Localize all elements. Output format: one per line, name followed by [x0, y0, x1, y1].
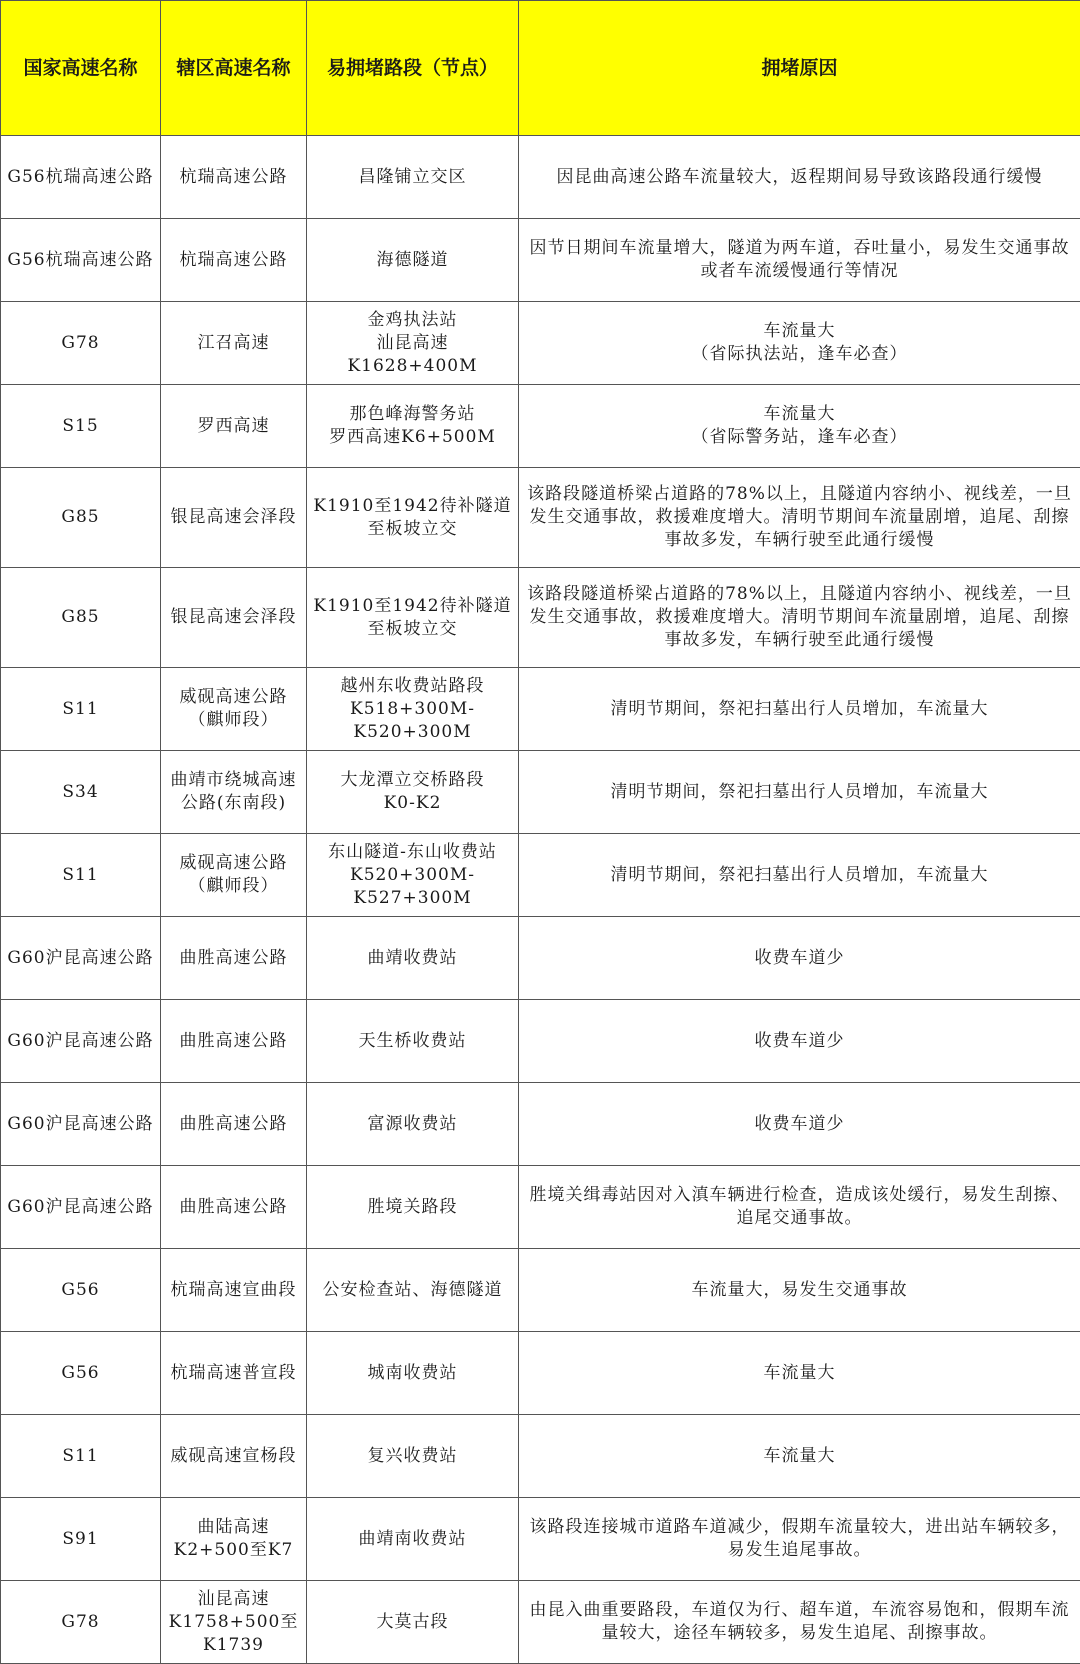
table-row — [1, 1166, 1080, 1249]
table-row — [1, 1415, 1080, 1498]
table-body — [1, 136, 1080, 1664]
congestion-reason-cell: 由昆入曲重要路段，车道仅为行、超车道，车流容易饱和，假期车流量较大，途径车辆较多，易发生追尾、刮擦事故。 — [519, 1581, 1080, 1664]
congestion-reason-cell: 胜境关缉毒站因对入滇车辆进行检查，造成该处缓行，易发生刮擦、追尾交通事故。 — [519, 1166, 1080, 1249]
congestion-reason-cell: 清明节期间，祭祀扫墓出行人员增加，车流量大 — [519, 668, 1080, 751]
congestion-section-cell: K1910至1942待补隧道至板坡立交 — [307, 468, 519, 568]
local-highway-cell: 杭瑞高速公路 — [161, 136, 307, 219]
national-highway-cell: G56杭瑞高速公路 — [1, 219, 161, 302]
congestion-reason-cell: 因节日期间车流量增大，隧道为两车道，吞吐量小，易发生交通事故或者车流缓慢通行等情况 — [519, 219, 1080, 302]
congestion-section-cell: 那色峰海警务站 罗西高速K6+500M — [307, 385, 519, 468]
congestion-section-cell: 曲靖收费站 — [307, 917, 519, 1000]
national-highway-cell: G78 — [1, 1581, 161, 1664]
table-row — [1, 1249, 1080, 1332]
table-row — [1, 468, 1080, 568]
national-highway-cell: G56 — [1, 1332, 161, 1415]
national-highway-cell: S11 — [1, 834, 161, 917]
congestion-reason-cell: 车流量大 （省际警务站，逢车必查） — [519, 385, 1080, 468]
local-highway-cell: 曲胜高速公路 — [161, 917, 307, 1000]
table-row — [1, 385, 1080, 468]
table-row — [1, 1332, 1080, 1415]
national-highway-cell: S11 — [1, 668, 161, 751]
table-row — [1, 668, 1080, 751]
congestion-reason-cell: 该路段隧道桥梁占道路的78%以上，且隧道内容纳小、视线差，一旦发生交通事故，救援难度增大。清明节期间车流量剧增，追尾、刮擦事故多发，车辆行驶至此通行缓慢 — [519, 468, 1080, 568]
congestion-section-cell: 大莫古段 — [307, 1581, 519, 1664]
national-highway-cell: G85 — [1, 568, 161, 668]
local-highway-cell: 威砚高速公路 （麒师段） — [161, 834, 307, 917]
national-highway-cell: G60沪昆高速公路 — [1, 917, 161, 1000]
local-highway-cell: 威砚高速公路 （麒师段） — [161, 668, 307, 751]
table-row — [1, 1581, 1080, 1664]
congestion-section-cell: 胜境关路段 — [307, 1166, 519, 1249]
local-highway-cell: 银昆高速会泽段 — [161, 468, 307, 568]
header-congestion-reason: 拥堵原因 — [519, 1, 1080, 136]
local-highway-cell: 罗西高速 — [161, 385, 307, 468]
national-highway-cell: S34 — [1, 751, 161, 834]
table-row — [1, 136, 1080, 219]
congestion-section-cell: 昌隆铺立交区 — [307, 136, 519, 219]
table-row — [1, 219, 1080, 302]
congestion-section-cell: 城南收费站 — [307, 1332, 519, 1415]
congestion-reason-cell: 车流量大，易发生交通事故 — [519, 1249, 1080, 1332]
congestion-section-cell: 富源收费站 — [307, 1083, 519, 1166]
local-highway-cell: 杭瑞高速公路 — [161, 219, 307, 302]
congestion-reason-cell: 收费车道少 — [519, 1000, 1080, 1083]
congestion-reason-cell: 清明节期间，祭祀扫墓出行人员增加，车流量大 — [519, 834, 1080, 917]
local-highway-cell: 曲胜高速公路 — [161, 1083, 307, 1166]
congestion-section-cell: 复兴收费站 — [307, 1415, 519, 1498]
national-highway-cell: S11 — [1, 1415, 161, 1498]
table-row — [1, 1083, 1080, 1166]
congestion-reason-cell: 清明节期间，祭祀扫墓出行人员增加，车流量大 — [519, 751, 1080, 834]
table-header-row — [1, 1, 1080, 136]
national-highway-cell: S91 — [1, 1498, 161, 1581]
table-row — [1, 1498, 1080, 1581]
table-row — [1, 302, 1080, 385]
local-highway-cell: 杭瑞高速宣曲段 — [161, 1249, 307, 1332]
header-local-highway: 辖区高速名称 — [161, 1, 307, 136]
national-highway-cell: G60沪昆高速公路 — [1, 1083, 161, 1166]
congestion-reason-cell: 车流量大 （省际执法站，逢车必查） — [519, 302, 1080, 385]
table-row — [1, 568, 1080, 668]
local-highway-cell: 银昆高速会泽段 — [161, 568, 307, 668]
congestion-reason-cell: 该路段隧道桥梁占道路的78%以上，且隧道内容纳小、视线差，一旦发生交通事故，救援难度增大。清明节期间车流量剧增，追尾、刮擦事故多发，车辆行驶至此通行缓慢 — [519, 568, 1080, 668]
national-highway-cell: G85 — [1, 468, 161, 568]
congestion-reason-cell: 收费车道少 — [519, 1083, 1080, 1166]
congestion-section-cell: 金鸡执法站 汕昆高速K1628+400M — [307, 302, 519, 385]
congestion-section-cell: 越州东收费站路段 K518+300M-K520+300M — [307, 668, 519, 751]
national-highway-cell: G78 — [1, 302, 161, 385]
national-highway-cell: G56杭瑞高速公路 — [1, 136, 161, 219]
national-highway-cell: G60沪昆高速公路 — [1, 1000, 161, 1083]
congestion-reason-cell: 车流量大 — [519, 1332, 1080, 1415]
local-highway-cell: 江召高速 — [161, 302, 307, 385]
local-highway-cell: 曲陆高速K2+500至K7 — [161, 1498, 307, 1581]
congestion-section-cell: K1910至1942待补隧道至板坡立交 — [307, 568, 519, 668]
local-highway-cell: 曲靖市绕城高速公路(东南段) — [161, 751, 307, 834]
national-highway-cell: S15 — [1, 385, 161, 468]
header-congestion-section: 易拥堵路段（节点） — [307, 1, 519, 136]
congestion-reason-cell: 收费车道少 — [519, 917, 1080, 1000]
congestion-reason-cell: 该路段连接城市道路车道减少，假期车流量较大，进出站车辆较多，易发生追尾事故。 — [519, 1498, 1080, 1581]
congestion-section-cell: 曲靖南收费站 — [307, 1498, 519, 1581]
table-row — [1, 751, 1080, 834]
local-highway-cell: 威砚高速宣杨段 — [161, 1415, 307, 1498]
local-highway-cell: 汕昆高速 K1758+500至 K1739 — [161, 1581, 307, 1664]
congestion-reason-cell: 车流量大 — [519, 1415, 1080, 1498]
congestion-section-cell: 海德隧道 — [307, 219, 519, 302]
congestion-reason-cell: 因昆曲高速公路车流量较大，返程期间易导致该路段通行缓慢 — [519, 136, 1080, 219]
header-national-highway: 国家高速名称 — [1, 1, 161, 136]
national-highway-cell: G60沪昆高速公路 — [1, 1166, 161, 1249]
local-highway-cell: 杭瑞高速普宣段 — [161, 1332, 307, 1415]
local-highway-cell: 曲胜高速公路 — [161, 1000, 307, 1083]
congestion-section-cell: 东山隧道-东山收费站 K520+300M-K527+300M — [307, 834, 519, 917]
table-row — [1, 917, 1080, 1000]
local-highway-cell: 曲胜高速公路 — [161, 1166, 307, 1249]
table-row — [1, 834, 1080, 917]
table-row — [1, 1000, 1080, 1083]
congestion-section-cell: 大龙潭立交桥路段 K0-K2 — [307, 751, 519, 834]
congestion-section-cell: 公安检查站、海德隧道 — [307, 1249, 519, 1332]
national-highway-cell: G56 — [1, 1249, 161, 1332]
congestion-section-cell: 天生桥收费站 — [307, 1000, 519, 1083]
